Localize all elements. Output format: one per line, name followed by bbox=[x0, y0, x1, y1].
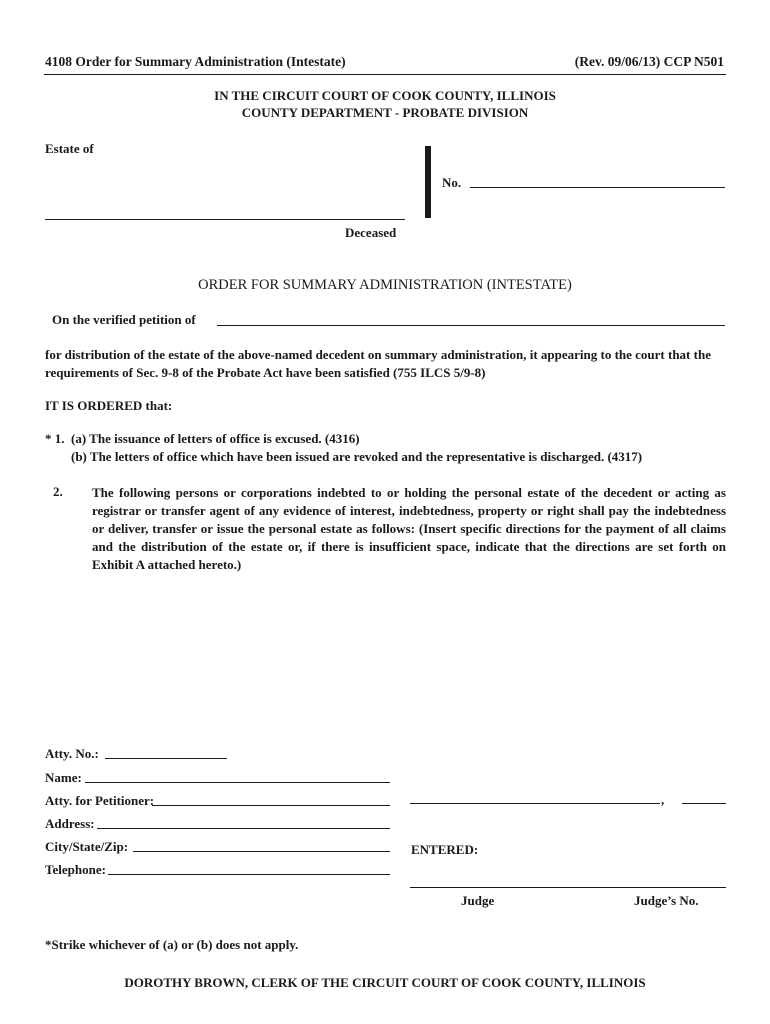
case-no-line[interactable] bbox=[470, 187, 725, 188]
header-rule bbox=[44, 74, 726, 75]
case-no-label: No. bbox=[442, 175, 462, 190]
judge-no-label: Judge’s No. bbox=[634, 893, 699, 908]
court-name: IN THE CIRCUIT COURT OF COOK COUNTY, ILLINOIS bbox=[214, 88, 556, 103]
atty-for-line[interactable] bbox=[152, 805, 390, 806]
atty-no-line[interactable] bbox=[105, 758, 227, 759]
address-label: Address: bbox=[45, 816, 95, 831]
city-label: City/State/Zip: bbox=[45, 839, 129, 854]
city-line[interactable] bbox=[133, 851, 390, 852]
deceased-label: Deceased bbox=[345, 225, 397, 240]
atty-name-label: Name: bbox=[45, 770, 82, 785]
form-revision: (Rev. 09/06/13) CCP N501 bbox=[574, 54, 724, 69]
item2-marker: 2. bbox=[53, 484, 63, 499]
estate-of-label: Estate of bbox=[45, 141, 94, 156]
decedent-name-line[interactable] bbox=[45, 219, 405, 220]
order-title: ORDER FOR SUMMARY ADMINISTRATION (INTESTATE) bbox=[198, 277, 572, 293]
ordered-label: IT IS ORDERED that: bbox=[45, 398, 173, 413]
atty-no-label: Atty. No.: bbox=[45, 746, 99, 761]
form-title: 4108 Order for Summary Administration (Intestate) bbox=[45, 54, 346, 69]
item2-text: The following persons or corporations indebted to or holding the personal estate of the decedent or acting as registrar or transfer agent of any evidence of interest, indebtedness, property or right shall pay the indebtedness or deliver, transfer or issue the personal estate as follows: (Insert specific directions for the payment of all claims and the distribution of the estate or, if there is insufficient space, indicate that the directions are set forth on Exhibit A attached hereto.) bbox=[92, 485, 726, 572]
atty-name-line[interactable] bbox=[85, 782, 390, 783]
petition-label: On the verified petition of bbox=[52, 312, 196, 327]
address-line[interactable] bbox=[97, 828, 390, 829]
petitioner-line[interactable] bbox=[217, 325, 725, 326]
judge-signature-line[interactable] bbox=[410, 887, 726, 888]
item1b-text: (b) The letters of office which have been issued are revoked and the representative is discharged. (4317) bbox=[71, 449, 643, 464]
clerk-line: DOROTHY BROWN, CLERK OF THE CIRCUIT COURT OF COOK COUNTY, ILLINOIS bbox=[124, 975, 646, 990]
distribution-text: for distribution of the estate of the above-named decedent on summary administration, it appearing to the court that the requirements of Sec. 9-8 of the Probate Act have been satisfied (755 ILCS 5/9-8) bbox=[45, 347, 711, 380]
entered-label: ENTERED: bbox=[411, 842, 479, 857]
date-comma: , bbox=[661, 792, 665, 807]
court-division: COUNTY DEPARTMENT - PROBATE DIVISION bbox=[241, 105, 529, 120]
strike-note: *Strike whichever of (a) or (b) does not apply. bbox=[45, 937, 299, 952]
item1-marker: * 1. bbox=[45, 431, 65, 446]
judge-date-line[interactable] bbox=[410, 803, 660, 804]
telephone-label: Telephone: bbox=[45, 862, 106, 877]
atty-for-label: Atty. for Petitioner: bbox=[45, 793, 155, 808]
year-line[interactable] bbox=[682, 803, 726, 804]
item1a-text: (a) The issuance of letters of office is excused. (4316) bbox=[71, 431, 360, 446]
telephone-line[interactable] bbox=[108, 874, 390, 875]
caption-divider-bar bbox=[425, 146, 431, 218]
judge-label: Judge bbox=[461, 893, 495, 908]
